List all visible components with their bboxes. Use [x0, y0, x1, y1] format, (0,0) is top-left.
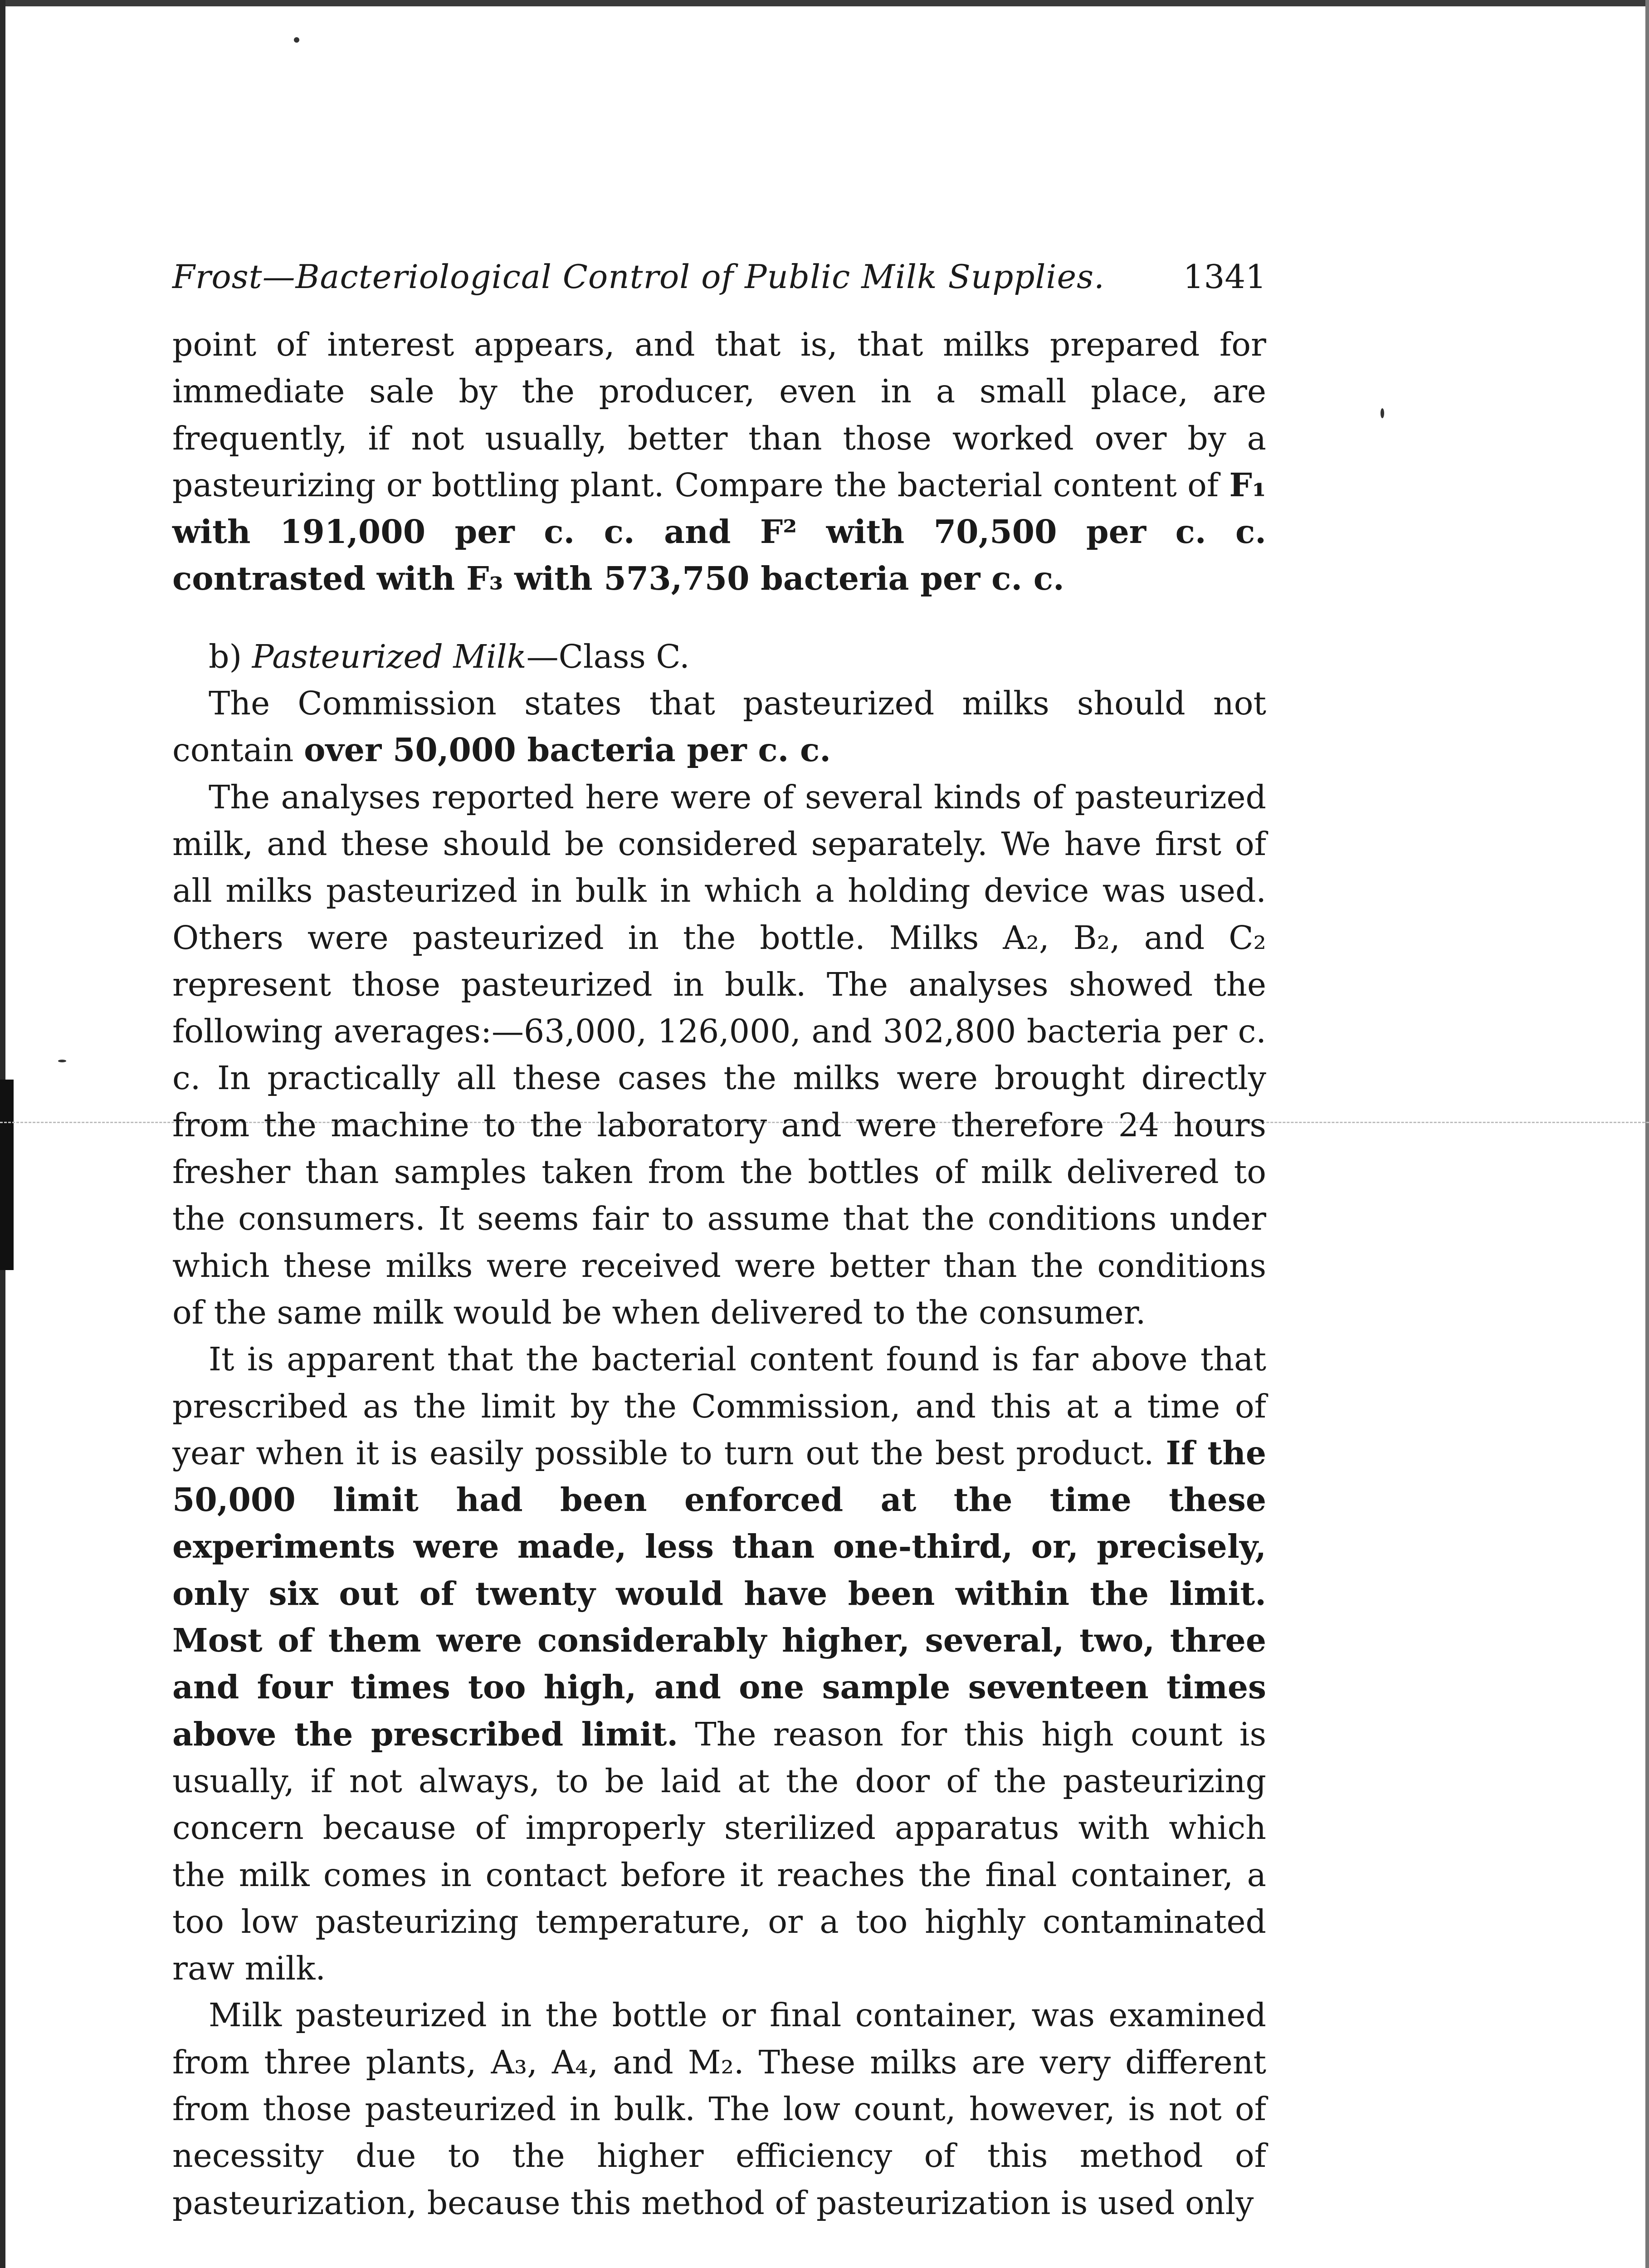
paragraph	[172, 774, 1266, 1336]
scan-edge-right	[1645, 0, 1649, 2268]
section-heading	[172, 633, 1266, 680]
paragraph-bold-text: F₁ with 191,000 per c. c. and F² with 70,500 per c. c. contrasted with F₃ with 573,750 bacteria per c. c.	[172, 465, 1266, 598]
paragraph	[172, 321, 1266, 602]
scan-speck	[58, 1060, 66, 1062]
scan-speck	[1381, 408, 1384, 418]
paragraph-bold-text: If the 50,000 limit had been enforced at the time these experiments were made, less than one-third, or, precisely, only six out of twenty would have been within the limit. Most of them were considerably higher, several, two, three and four times too high, and one sample seventeen times above the prescribed limit.	[172, 1433, 1267, 1753]
section-title: Pasteurized Milk	[252, 637, 527, 675]
running-title: Frost—Bacteriological Control of Public Milk Supplies.	[172, 258, 1105, 296]
paragraph-text: Milk pasteurized in the bottle or final container, was examined from three plants, A₃, A₄, and M₂. These milks are very different from those pasteurized in bulk. The low count, however, is not of necessity due to the higher efficiency of this method of pasteurization, because this method of pasteurization is used only	[172, 1996, 1266, 2222]
running-header	[172, 254, 1266, 299]
paragraph-text: The Commission states that pasteurized milks should not contain	[172, 684, 1266, 769]
document-page	[172, 254, 1266, 2226]
paragraph	[172, 1336, 1266, 1992]
scan-edge-top	[0, 0, 1649, 6]
paragraph	[172, 680, 1266, 774]
binding-mark	[0, 1080, 14, 1270]
scan-speck	[294, 37, 299, 43]
paragraph	[172, 1992, 1266, 2226]
paragraph-text: point of interest appears, and that is, that milks prepared for immediate sale by the producer, even in a small place, are frequently, if not usually, better than those worked over by a pasteurizing or bottling plant. Compare the bacterial content of	[172, 326, 1266, 504]
section-label: b)	[209, 637, 252, 675]
section-class: —Class C.	[526, 637, 690, 675]
body-text	[172, 321, 1266, 2226]
paragraph-bold-text: over 50,000 bacteria per c. c.	[304, 731, 831, 769]
paragraph-text: The reason for this high count is usually, if not always, to be laid at the door of the pasteurizing concern because of improperly sterilized apparatus with which the milk comes in contact before it reaches the final container, a too low pasteurizing temperature, or a too highly contaminated raw milk.	[172, 1715, 1267, 1988]
paragraph-text: It is apparent that the bacterial content found is far above that prescribed as the limit by the Commission, and this at a time of year when it is easily possible to turn out the best product.	[172, 1340, 1266, 1472]
paragraph-text: The analyses reported here were of several kinds of pasteurized milk, and these should be considered separately. We have first of all milks pasteurized in bulk in which a holding device was used. Others were pasteurized in the bottle. Milks A₂, B₂, and C₂ represent those pasteurized in bulk. The analyses showed the following averages:—63,000, 126,000, and 302,800 bacteria per c. c. In practically all these cases the milks were brought directly from the machine to the laboratory and were therefore 24 hours fresher than samples taken from the bottles of milk delivered to the consumers. It seems fair to assume that the conditions under which these milks were received were better than the conditions of the same milk would be when delivered to the consumer.	[172, 778, 1266, 1331]
page-number: 1341	[1183, 258, 1266, 296]
